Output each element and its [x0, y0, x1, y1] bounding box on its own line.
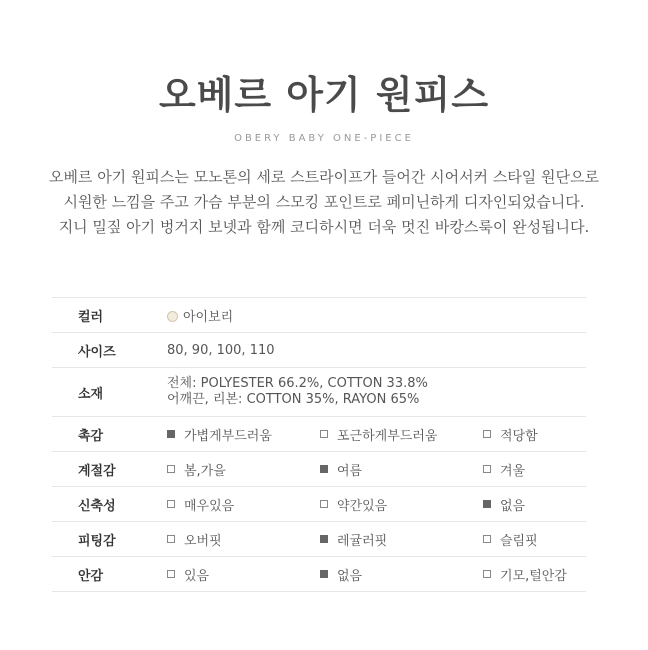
product-description [20, 165, 628, 240]
checked-box-icon [320, 465, 328, 473]
spec-label: 신축성 [78, 498, 116, 514]
unchecked-box-icon [483, 535, 491, 543]
option-label: 적당함 [500, 428, 538, 444]
option-item [167, 425, 320, 444]
checked-box-icon [167, 430, 175, 438]
option-item [320, 460, 483, 479]
spec-label: 촉감 [78, 428, 104, 444]
option-label: 슬림핏 [500, 533, 538, 549]
checked-box-icon [320, 570, 328, 578]
option-group [167, 565, 586, 584]
page-title: 오베르 아기 원피스 [158, 73, 490, 117]
option-label: 여름 [337, 463, 363, 479]
option-label: 없음 [500, 498, 526, 514]
unchecked-box-icon [167, 570, 175, 578]
spec-row-size [52, 333, 586, 368]
option-item [167, 565, 320, 584]
option-item [320, 565, 483, 584]
unchecked-box-icon [483, 465, 491, 473]
size-value: 80, 90, 100, 110 [167, 342, 275, 358]
spec-row-option [52, 452, 586, 487]
unchecked-box-icon [167, 465, 175, 473]
spec-row-option [52, 522, 586, 557]
option-label: 겨울 [500, 463, 526, 479]
description-line: 시원한 느낌을 주고 가슴 부분의 스모킹 포인트로 페미닌하게 디자인되었습니다. [63, 193, 585, 211]
option-item [483, 530, 583, 549]
spec-label: 계절감 [78, 463, 116, 479]
option-label: 포근하게부드러움 [337, 428, 438, 444]
spec-row-color [52, 298, 586, 333]
option-item [483, 425, 583, 444]
option-group [167, 530, 586, 549]
option-item [320, 495, 483, 514]
description-line: 오베르 아기 원피스는 모노톤의 세로 스트라이프가 들어간 시어서커 스타일 원단으로 [48, 168, 600, 186]
material-line: 어깨끈, 리본: COTTON 35%, RAYON 65% [167, 392, 420, 407]
checked-box-icon [320, 535, 328, 543]
option-label: 약간있음 [337, 498, 388, 514]
spec-row-material [52, 368, 586, 417]
spec-label: 컬러 [78, 309, 104, 325]
checked-box-icon [483, 500, 491, 508]
option-item [167, 495, 320, 514]
description-line: 지니 밀짚 아기 벙거지 보넷과 함께 코디하시면 더욱 멋진 바캉스룩이 완성됩니다. [58, 218, 590, 236]
color-value: 아이보리 [183, 309, 234, 325]
option-label: 봄,가을 [184, 463, 226, 479]
option-item [167, 460, 320, 479]
option-label: 매우있음 [184, 498, 235, 514]
option-label: 가볍게부드러움 [184, 428, 272, 444]
unchecked-box-icon [483, 570, 491, 578]
option-group [167, 460, 586, 479]
option-item [320, 530, 483, 549]
option-group [167, 495, 586, 514]
unchecked-box-icon [483, 430, 491, 438]
spec-label: 피팅감 [78, 533, 116, 549]
spec-label: 사이즈 [78, 344, 116, 360]
option-label: 레귤러핏 [337, 533, 388, 549]
unchecked-box-icon [320, 500, 328, 508]
option-item [483, 565, 583, 584]
option-label: 기모,털안감 [500, 568, 567, 584]
page-subtitle: OBERY BABY ONE-PIECE [234, 133, 414, 144]
spec-value [167, 306, 586, 325]
unchecked-box-icon [167, 500, 175, 508]
spec-row-option [52, 487, 586, 522]
option-item [167, 530, 320, 549]
spec-row-option [52, 417, 586, 452]
option-label: 있음 [184, 568, 210, 584]
option-label: 없음 [337, 568, 363, 584]
spec-table [52, 297, 586, 592]
option-item [483, 460, 583, 479]
color-swatch-icon [167, 311, 178, 322]
material-line: 전체: POLYESTER 66.2%, COTTON 33.8% [167, 376, 428, 391]
option-group [167, 425, 586, 444]
option-item [483, 495, 583, 514]
material-value [167, 376, 586, 408]
option-label: 오버핏 [184, 533, 222, 549]
unchecked-box-icon [320, 430, 328, 438]
option-item [320, 425, 483, 444]
spec-label: 안감 [78, 568, 104, 584]
spec-label: 소재 [78, 386, 104, 402]
unchecked-box-icon [167, 535, 175, 543]
spec-row-option [52, 557, 586, 592]
